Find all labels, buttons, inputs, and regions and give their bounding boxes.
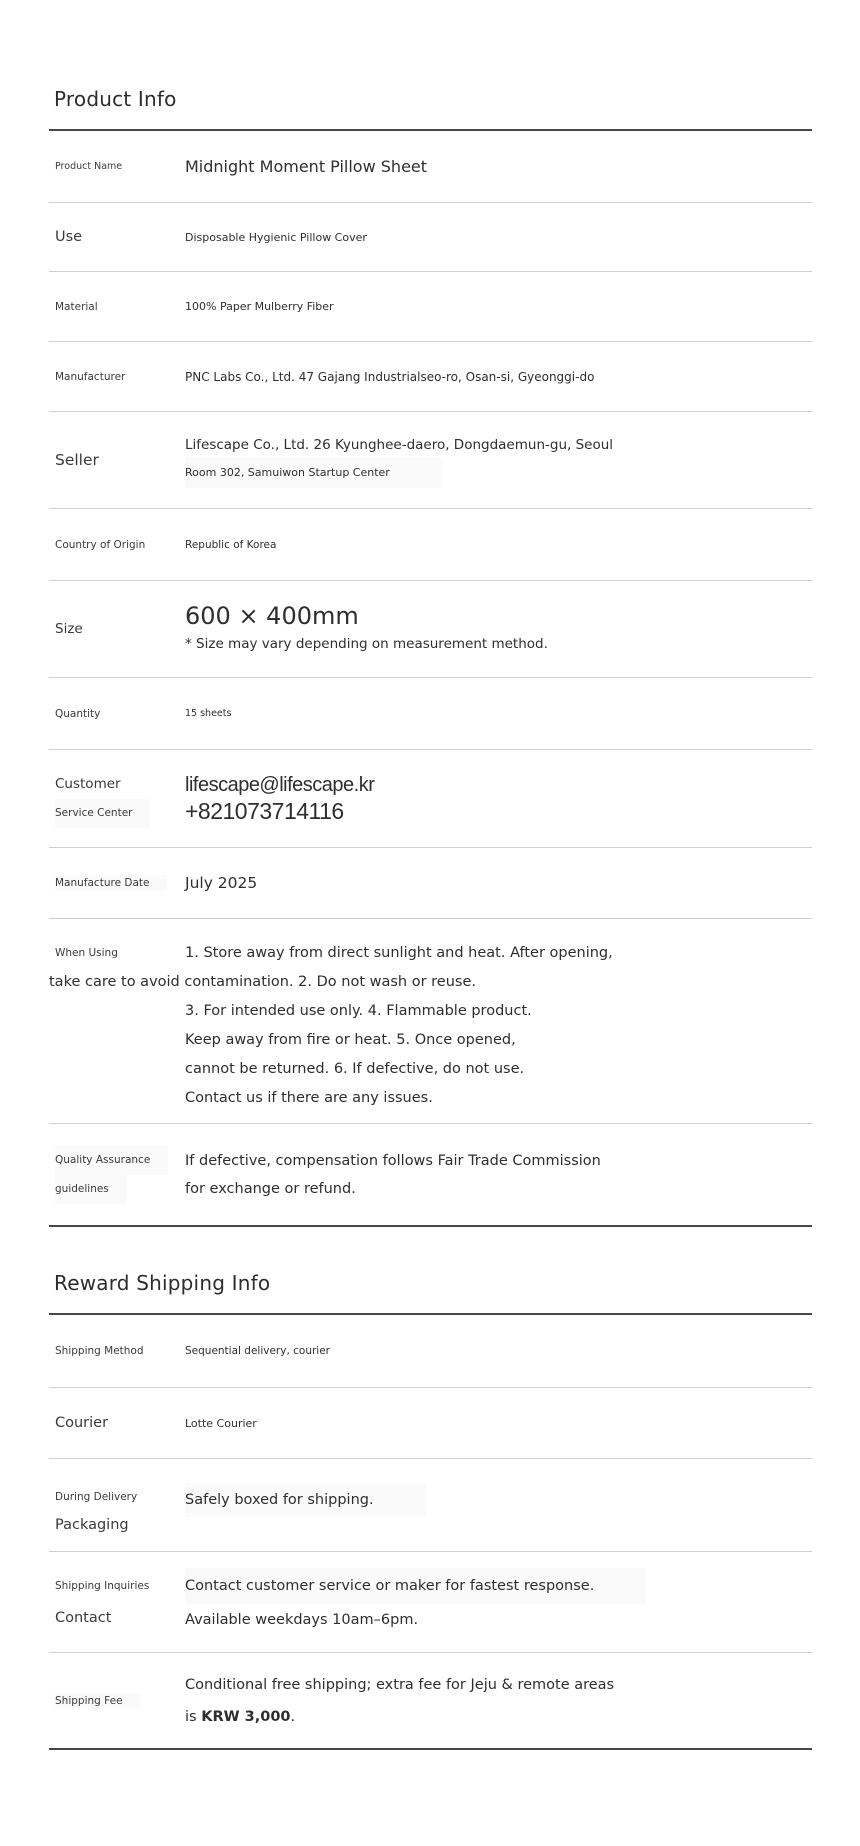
row-product-name [49,131,812,203]
field-label: guidelines [55,1175,127,1204]
value-cell-courier [185,1417,812,1430]
row-shipping-fee [49,1653,812,1748]
field-value: take care to avoid contamination. 2. Do not wash or reuse. [49,974,477,990]
field-label: Size [55,621,83,637]
field-value: lifescape@lifescape.kr [185,774,375,796]
label-cell-quality-assurance [49,1146,185,1204]
field-value: 100% Paper Mulberry Fiber [185,300,334,313]
row-material [49,272,812,342]
product-info-title: Product Info [54,87,177,111]
field-value: Safely boxed for shipping. [185,1483,426,1517]
label-cell-shipping-fee [49,1693,185,1709]
field-value: * Size may vary depending on measurement method. [185,635,548,652]
field-value: Keep away from fire or heat. 5. Once opened, [185,1032,516,1048]
field-value: If defective, compensation follows Fair Trade Commission [185,1152,601,1169]
field-value: PNC Labs Co., Ltd. 47 Gajang Industrialseo-ro, Osan-si, Gyeonggi-do [185,369,595,384]
field-value: for exchange or refund. [185,1180,356,1197]
value-cell-country-of-origin [185,539,812,551]
label-cell-courier [49,1409,185,1437]
field-value: Lifescape Co., Ltd. 26 Kyunghee-daero, Dongdaemun-gu, Seoul [185,437,614,453]
label-cell-quantity [49,708,185,720]
value-cell-manufacture-date [185,874,812,892]
field-value: 3. For intended use only. 4. Flammable product. [185,1003,532,1019]
field-label: During Delivery [55,1491,138,1503]
field-value: Contact customer service or maker for fastest response. [185,1568,646,1604]
field-label: Shipping Method [55,1345,144,1357]
field-label: Shipping Fee [55,1693,141,1709]
field-value: Lotte Courier [185,1416,257,1430]
label-cell-customer-service-center [49,769,185,828]
label-cell-material [49,301,185,313]
field-label: Service Center [55,799,150,828]
row-country-of-origin [49,509,812,581]
row-quality-assurance [49,1124,812,1225]
field-value: July 2025 [185,874,258,892]
field-value: Contact us if there are any issues. [185,1090,433,1106]
reward-shipping-info-title: Reward Shipping Info [54,1271,271,1295]
value-cell-use [185,231,812,244]
field-value: Available weekdays 10am–6pm. [185,1612,419,1628]
text-span: is [185,1708,202,1725]
field-label: When Using [55,947,118,959]
value-cell-size [185,601,812,658]
field-value: Sequential delivery, courier [185,1345,330,1357]
field-value: Midnight Moment Pillow Sheet [185,157,428,176]
field-label: Product Name [55,161,123,172]
bold-amount: KRW 3,000 [201,1708,291,1725]
field-value: 15 sheets [185,708,232,719]
label-cell-shipping-inquiries [49,1570,185,1634]
row-manufacturer [49,342,812,412]
field-value: +821073714116 [185,798,344,824]
label-cell-delivery-packaging [49,1483,185,1539]
row-courier [49,1388,812,1459]
row-delivery-packaging [49,1459,812,1552]
value-cell-manufacturer [185,370,812,384]
field-value: 600 × 400mm [185,601,359,630]
row-shipping-method [49,1315,812,1388]
section-product-info [49,87,812,1227]
field-label: Customer [55,776,121,792]
value-cell-delivery-packaging [185,1483,812,1517]
label-cell-seller [49,451,185,469]
field-label: Material [55,300,98,313]
row-size [49,581,812,678]
value-cell-seller [185,432,812,488]
row-shipping-inquiries [49,1552,812,1653]
value-cell-quality-assurance [185,1147,812,1203]
field-label: Quantity [55,707,101,720]
label-cell-shipping-method [49,1345,185,1357]
row-quantity [49,678,812,750]
product-detail-page [49,0,812,1750]
field-label: Courier [55,1415,109,1431]
label-cell-when-using [49,939,185,968]
field-label: Use [55,229,83,245]
field-label: Country of Origin [55,538,146,551]
label-cell-product-name [49,161,185,172]
field-value: Disposable Hygienic Pillow Cover [185,230,367,244]
row-customer-service-center [49,750,812,848]
label-cell-use [49,223,185,251]
text-span: . [290,1708,296,1725]
field-value: Room 302, Samuiwon Startup Center [185,458,442,488]
label-cell-size [49,621,185,637]
label-cell-manufacture-date [49,875,185,891]
product-info-table [49,129,812,1227]
field-value: Conditional free shipping; extra fee for Jeju & remote areas [185,1676,615,1693]
section-reward-shipping-info [49,1271,812,1750]
value-cell-shipping-fee [185,1669,812,1733]
label-cell-manufacturer [49,371,185,383]
field-value [185,1701,812,1733]
shipping-info-table [49,1313,812,1750]
field-value: Republic of Korea [185,538,277,551]
field-value: cannot be returned. 6. If defective, do not use. [185,1061,525,1077]
value-cell-product-name [185,157,812,176]
field-label: Quality Assurance [55,1146,168,1175]
field-label: Packaging [55,1517,129,1533]
value-cell-shipping-method [185,1345,812,1357]
field-label: Manufacturer [55,370,126,383]
row-manufacture-date [49,848,812,919]
value-cell-shipping-inquiries [185,1568,812,1636]
row-use [49,203,812,272]
value-cell-material [185,300,812,313]
field-label: Contact [55,1610,112,1626]
field-label: Shipping Inquiries [55,1580,150,1592]
label-cell-country-of-origin [49,539,185,551]
field-value: 1. Store away from direct sunlight and heat. After opening, [185,945,613,961]
field-label: Manufacture Date [55,875,167,891]
value-cell-quantity [185,708,812,719]
field-label: Seller [55,451,99,469]
value-cell-customer-service-center [185,772,812,825]
row-when-using [49,919,812,1124]
row-seller [49,412,812,509]
